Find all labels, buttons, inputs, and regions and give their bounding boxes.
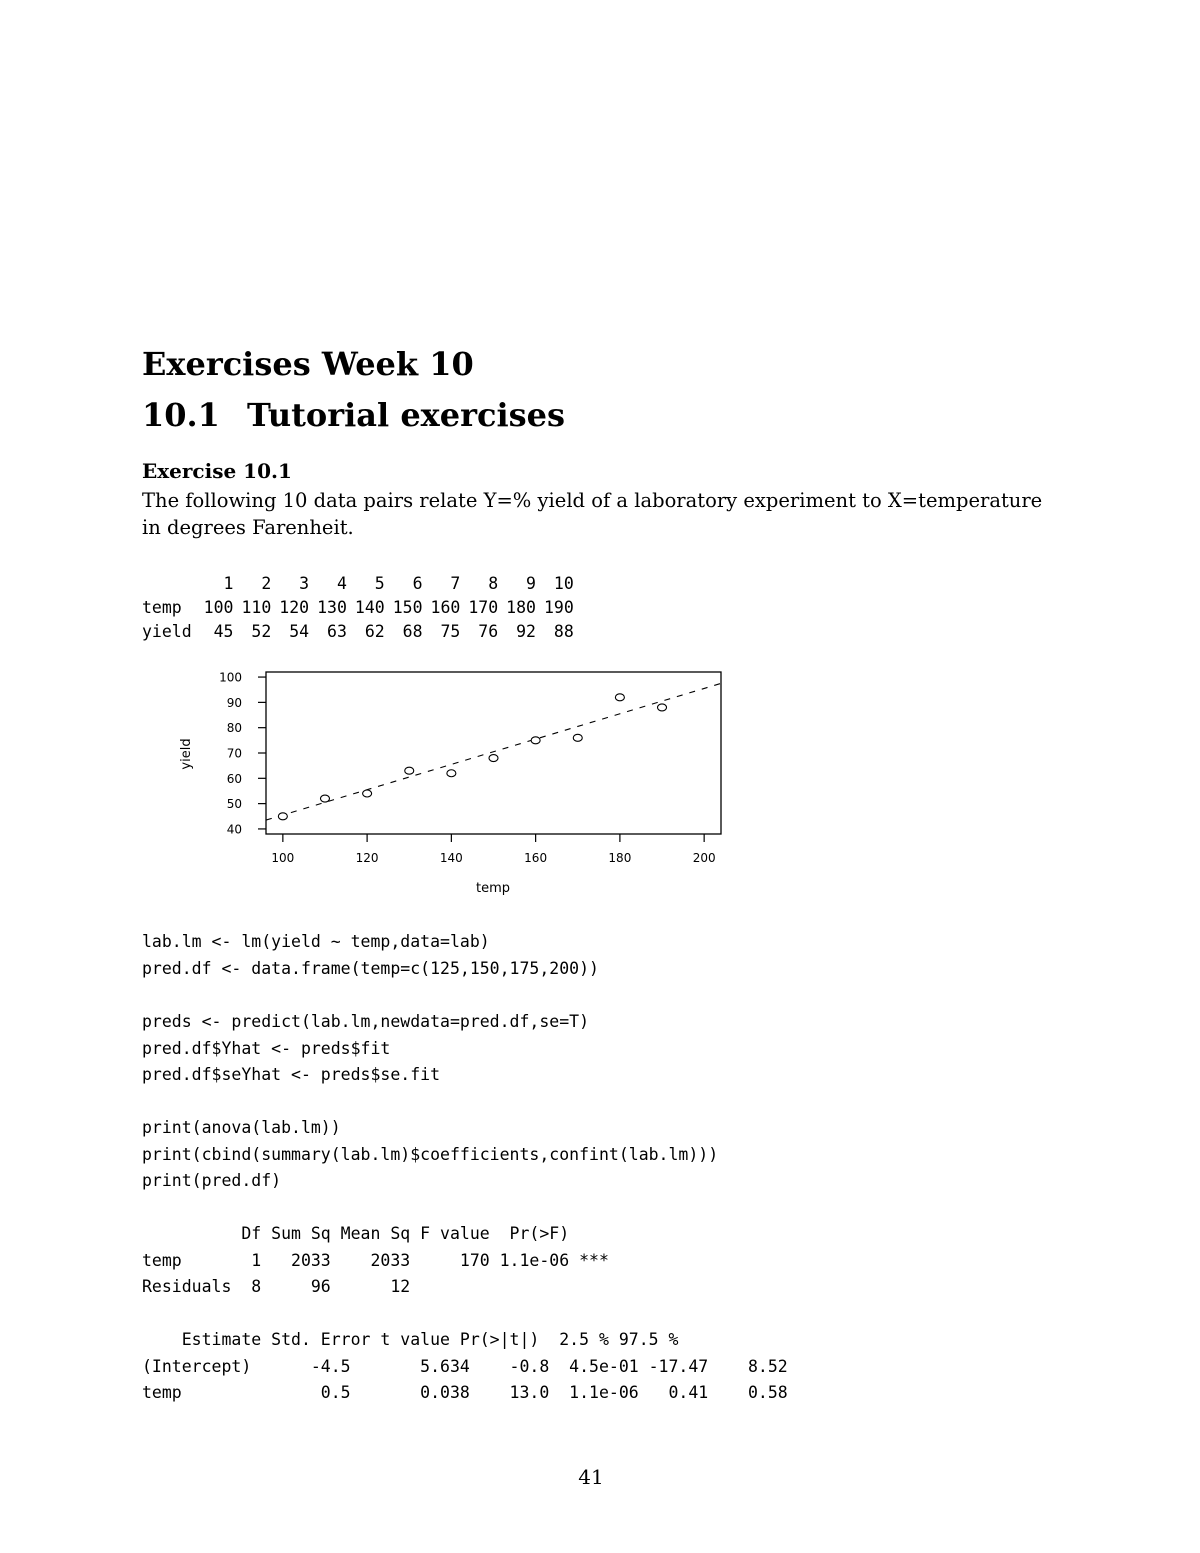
table-cell: 7 <box>450 573 461 593</box>
page-number: 41 <box>578 1465 604 1489</box>
y-tick-label: 90 <box>226 695 242 710</box>
code-block-2: preds <- predict(lab.lm,newdata=pred.df,se=T) pred.df$Yhat <- preds$fit pred.df$seYhat <- preds$se.fit <box>142 1012 590 1085</box>
chapter-title: Exercises Week 10 <box>142 345 474 383</box>
table-cell: 75 <box>440 621 461 641</box>
data-point <box>615 694 624 701</box>
table-cell: 100 <box>203 597 234 617</box>
x-axis-label: temp <box>475 881 511 896</box>
row-label: temp <box>142 597 182 617</box>
y-tick-label: 100 <box>219 670 242 685</box>
y-tick-label: 60 <box>226 771 242 786</box>
table-cell: 68 <box>402 621 423 641</box>
table-header-row <box>138 571 578 595</box>
table-cell: 45 <box>213 621 234 641</box>
data-point <box>320 795 329 802</box>
table-cell: 88 <box>553 621 574 641</box>
table-cell: 2 <box>261 573 272 593</box>
table-cell: 140 <box>354 597 385 617</box>
table-cell: 92 <box>516 621 536 641</box>
table-cell: 54 <box>289 621 310 641</box>
x-tick-label: 140 <box>439 851 463 865</box>
exercise-title: Exercise 10.1 <box>142 459 292 483</box>
row-label <box>138 571 200 595</box>
data-table <box>138 571 578 643</box>
data-point <box>489 755 498 762</box>
table-cell: 5 <box>374 573 385 593</box>
table-cell: 8 <box>488 573 499 593</box>
table-row <box>138 619 578 643</box>
data-point <box>573 734 582 741</box>
fit-line <box>266 683 721 820</box>
data-point <box>531 737 540 744</box>
coefficients-output: Estimate Std. Error t value Pr(>|t|) 2.5 % 97.5 % (Intercept) -4.5 5.634 -0.8 4.5e-01 -17.47 8.52 temp 0.5 0.038 13.0 1.1e-06 0.41 0.58 <box>142 1330 788 1403</box>
data-point <box>658 704 667 711</box>
x-tick-label: 120 <box>355 851 379 865</box>
data-point <box>405 767 414 774</box>
row-label: yield <box>142 621 192 641</box>
table-cell: 190 <box>543 597 574 617</box>
y-tick-label: 70 <box>226 746 242 761</box>
section-heading <box>142 396 565 434</box>
code-block-3: print(anova(lab.lm)) print(cbind(summary(lab.lm)$coefficients,confint(lab.lm))) print(pred.df) <box>142 1118 719 1191</box>
scatter-plot <box>160 660 740 905</box>
table-cell: 76 <box>478 621 499 641</box>
table-cell: 110 <box>241 597 272 617</box>
x-tick-label: 200 <box>692 851 716 865</box>
x-tick-label: 180 <box>608 851 632 865</box>
section-number: 10.1 <box>142 396 220 434</box>
code-block-1: lab.lm <- lm(yield ~ temp,data=lab) pred.df <- data.frame(temp=c(125,150,175,200)) <box>142 932 599 978</box>
x-tick-label: 100 <box>271 851 295 865</box>
table-cell: 52 <box>251 621 272 641</box>
table-cell: 10 <box>553 573 574 593</box>
table-cell: 1 <box>223 573 234 593</box>
y-tick-label: 80 <box>226 721 242 736</box>
section-title: Tutorial exercises <box>247 396 565 434</box>
intro-paragraph: The following 10 data pairs relate Y=% yield of a laboratory experiment to X=temperature in degrees Farenheit. <box>142 489 1043 539</box>
data-point <box>363 790 372 797</box>
table-cell: 180 <box>506 597 536 617</box>
table-cell: 6 <box>412 573 423 593</box>
table-cell: 9 <box>526 573 536 593</box>
plot-frame <box>266 672 721 834</box>
y-tick-label: 40 <box>226 822 242 837</box>
anova-output: Df Sum Sq Mean Sq F value Pr(>F) temp 1 2033 2033 170 1.1e-06 *** Residuals 8 96 12 <box>142 1224 609 1297</box>
table-cell: 130 <box>317 597 347 617</box>
table-cell: 160 <box>430 597 461 617</box>
y-tick-label: 50 <box>226 797 242 812</box>
data-point <box>278 813 287 820</box>
x-tick-label: 160 <box>524 851 548 865</box>
y-axis-label: yield <box>179 738 194 770</box>
table-cell: 4 <box>336 573 347 593</box>
table-cell: 120 <box>279 597 310 617</box>
data-point <box>447 770 456 777</box>
table-cell: 63 <box>327 621 347 641</box>
table-cell: 170 <box>468 597 499 617</box>
table-cell: 3 <box>299 573 310 593</box>
table-cell: 62 <box>364 621 385 641</box>
table-cell: 150 <box>392 597 423 617</box>
table-row <box>138 595 578 619</box>
